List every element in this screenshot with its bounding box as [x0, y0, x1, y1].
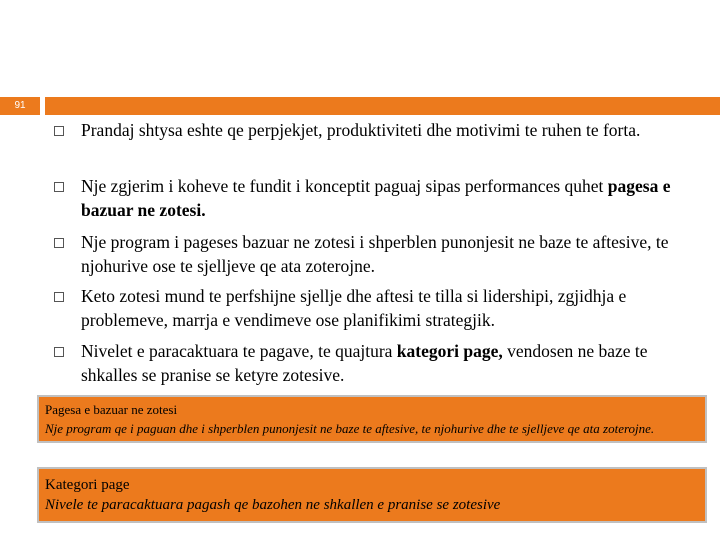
- bullet-text: Nivelet e paracaktuara te pagave, te quajtura: [81, 341, 397, 361]
- bullet-text: Prandaj shtysa eshte qe perpjekjet, produktiviteti dhe motivimi te ruhen te forta.: [81, 120, 641, 140]
- square-bullet-icon: [54, 182, 64, 192]
- bullet-text: Nje program i pageses bazuar ne zotesi i shperblen punonjesit ne baze te aftesive, te njohurive ose te sjelljeve qe ata zoterojne.: [81, 232, 669, 276]
- callout-title: Kategori page: [45, 477, 130, 493]
- square-bullet-icon: [54, 238, 64, 248]
- square-bullet-icon: [54, 126, 64, 136]
- square-bullet-icon: [54, 292, 64, 302]
- callout-body: Nivele te paracaktuara pagash qe bazohen ne shkallen e pranise se zotesive: [45, 497, 501, 513]
- bullet-text: Keto zotesi mund te perfshijne sjellje dhe aftesi te tilla si lidershipi, zgjidhja e problemeve, marrja e vendimeve ose planifikimi strategjik.: [81, 286, 627, 330]
- callout-title: Pagesa e bazuar ne zotesi: [45, 402, 178, 417]
- square-bullet-icon: [54, 347, 64, 357]
- definition-callout: [37, 395, 707, 443]
- definition-callout: [37, 467, 707, 523]
- bullet-bold-term: pagesa e bazuar ne zotesi.: [81, 176, 671, 220]
- bullet-text-continued: vendosen ne baze te shkalles se pranise se ketyre zotesive.: [81, 341, 648, 385]
- bullet-bold-term: kategori page,: [396, 341, 503, 361]
- slide-number: 91: [0, 97, 40, 115]
- header-bar: [45, 97, 720, 115]
- callout-body: Nje program qe i paguan dhe i shperblen punonjesit ne baze te aftesive, te njohurive dhe te sjelljeve qe ata zoterojne.: [45, 421, 655, 436]
- bullet-text: Nje zgjerim i koheve te fundit i konceptit paguaj sipas performances quhet: [81, 176, 608, 196]
